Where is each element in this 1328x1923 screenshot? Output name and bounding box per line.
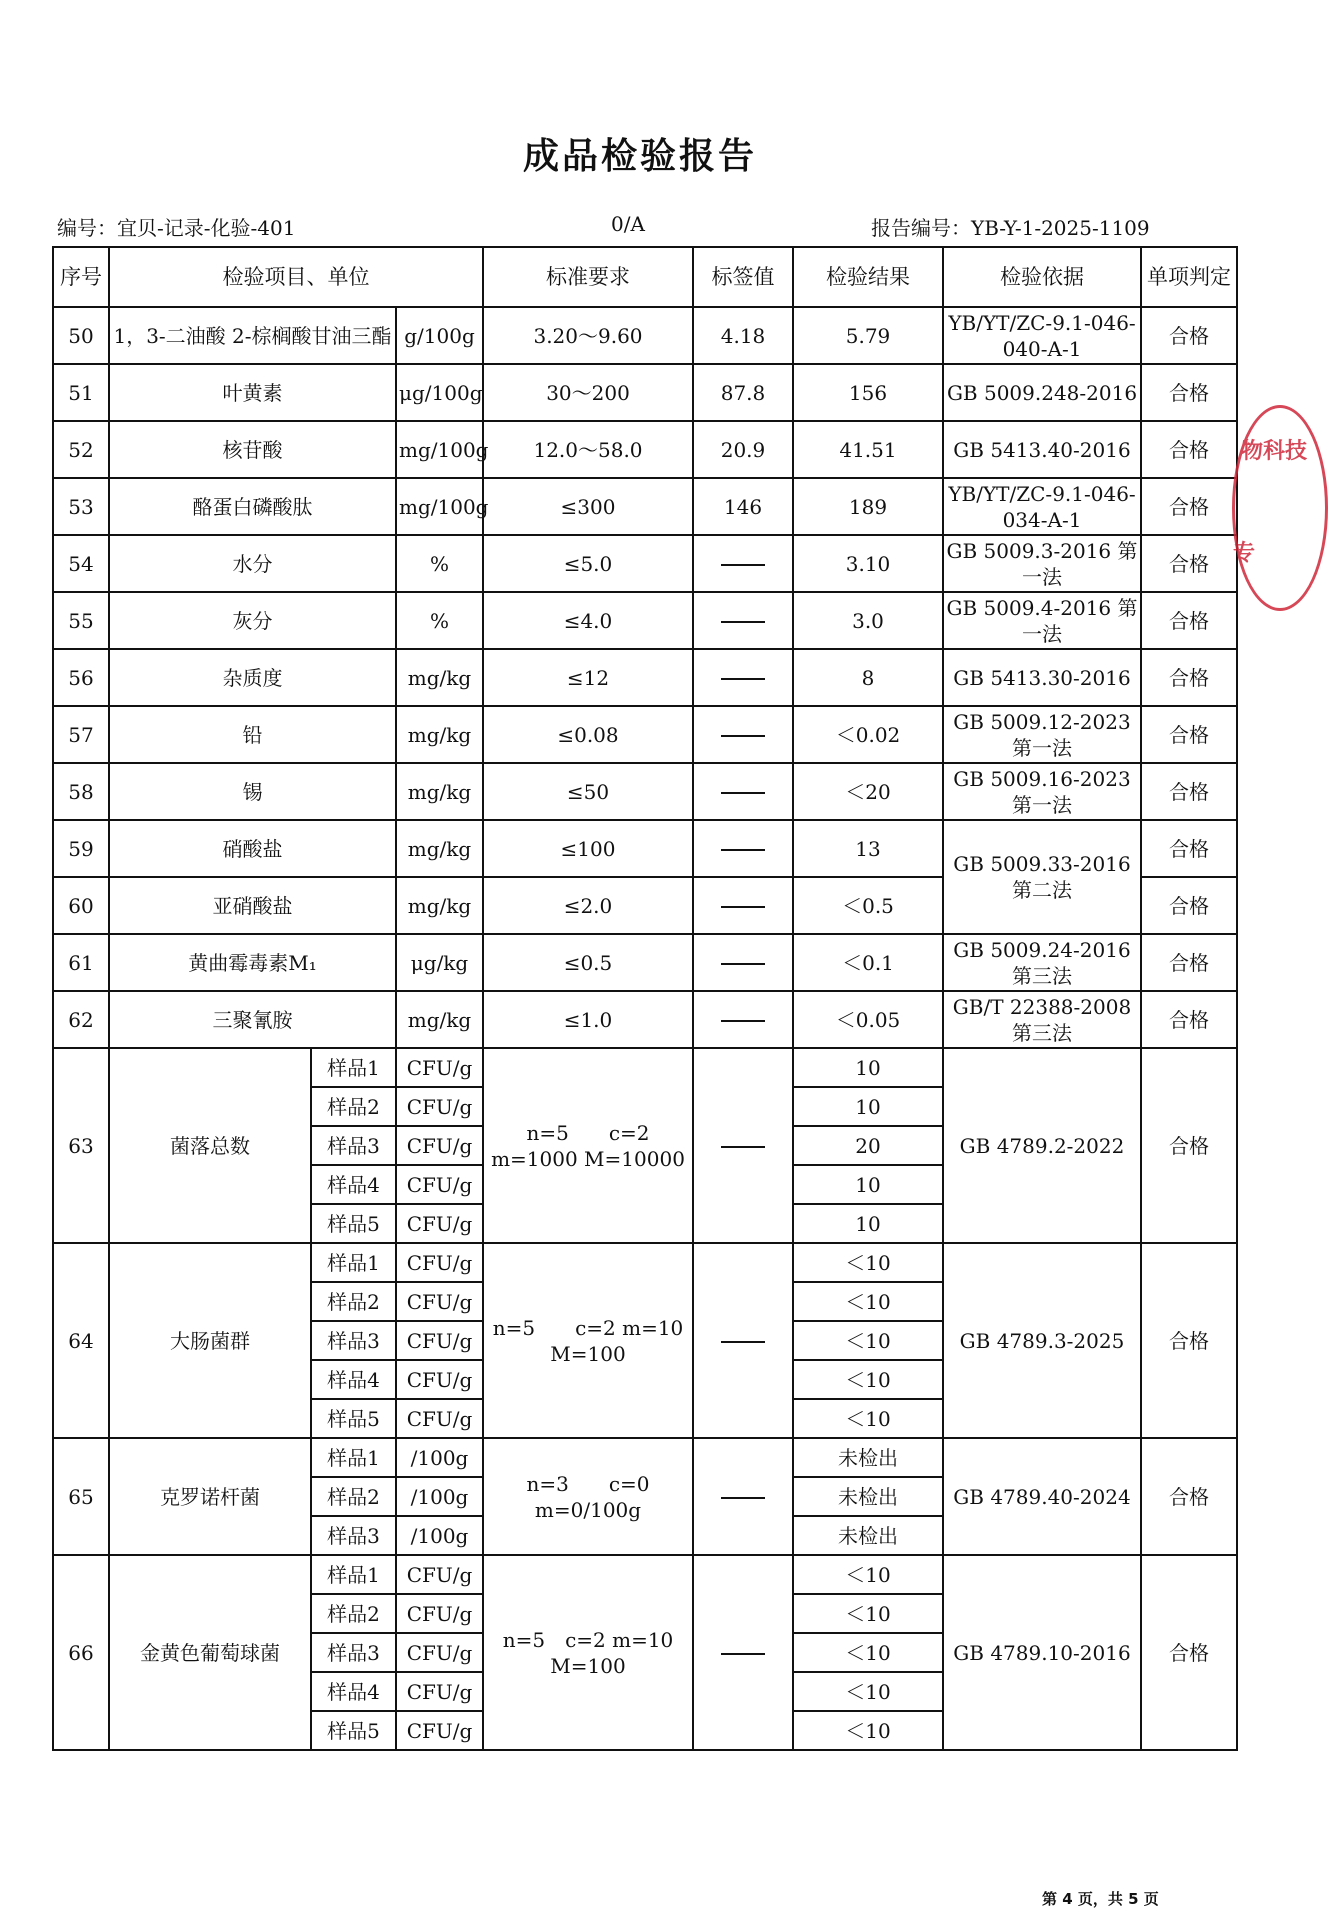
table-row	[53, 478, 1237, 535]
sample-result: 10	[793, 1204, 943, 1243]
test-result: 8	[793, 649, 943, 706]
header-label: 标签值	[693, 247, 793, 307]
row-number: 60	[53, 877, 109, 934]
test-result: 156	[793, 364, 943, 421]
table-row	[53, 421, 1237, 478]
sample-result: ＜10	[793, 1360, 943, 1399]
standard-requirement: ≤5.0	[483, 535, 693, 592]
sample-unit: CFU/g	[396, 1282, 483, 1321]
label-value	[693, 877, 793, 934]
sample-name: 样品3	[311, 1633, 396, 1672]
test-result: 3.0	[793, 592, 943, 649]
sample-name: 样品1	[311, 1438, 396, 1477]
dash-mark	[721, 735, 765, 737]
unit: μg/kg	[396, 934, 483, 991]
test-item: 克罗诺杆菌	[109, 1438, 311, 1555]
page-footer: 第 4 页，共 5 页	[1042, 1890, 1159, 1908]
header-basis: 检验依据	[943, 247, 1141, 307]
table-row	[53, 934, 1237, 991]
row-number: 52	[53, 421, 109, 478]
row-number: 53	[53, 478, 109, 535]
dash-mark	[721, 906, 765, 908]
label-value: 20.9	[693, 421, 793, 478]
header-no: 序号	[53, 247, 109, 307]
version-label: 0/A	[611, 212, 645, 236]
test-basis: GB 5413.40-2016	[943, 421, 1141, 478]
judgement: 合格	[1141, 1438, 1237, 1555]
judgement: 合格	[1141, 934, 1237, 991]
label-value: 146	[693, 478, 793, 535]
unit: mg/kg	[396, 763, 483, 820]
sample-name: 样品2	[311, 1282, 396, 1321]
judgement: 合格	[1141, 535, 1237, 592]
unit: %	[396, 535, 483, 592]
standard-requirement: ≤0.5	[483, 934, 693, 991]
judgement: 合格	[1141, 649, 1237, 706]
unit: μg/100g	[396, 364, 483, 421]
row-number: 65	[53, 1438, 109, 1555]
test-item: 黄曲霉毒素M₁	[109, 934, 396, 991]
test-result: ＜0.02	[793, 706, 943, 763]
report-title: 成品检验报告	[522, 136, 757, 177]
label-value	[693, 649, 793, 706]
test-basis: GB 5413.30-2016	[943, 649, 1141, 706]
judgement: 合格	[1141, 421, 1237, 478]
test-basis: GB 5009.24-2016 第三法	[943, 934, 1141, 991]
test-basis: YB/YT/ZC-9.1-046-040-A-1	[943, 307, 1141, 364]
test-result: 41.51	[793, 421, 943, 478]
dash-mark	[721, 1020, 765, 1022]
header-item-unit: 检验项目、单位	[109, 247, 483, 307]
judgement: 合格	[1141, 877, 1237, 934]
row-number: 61	[53, 934, 109, 991]
sample-unit: CFU/g	[396, 1126, 483, 1165]
standard-requirement: 30～200	[483, 364, 693, 421]
judgement: 合格	[1141, 592, 1237, 649]
sample-unit: CFU/g	[396, 1672, 483, 1711]
sample-name: 样品3	[311, 1126, 396, 1165]
sample-name: 样品2	[311, 1087, 396, 1126]
standard-requirement: n=5 c=2 m=10 M=100	[483, 1243, 693, 1438]
table-row	[53, 1048, 1237, 1087]
test-basis: YB/YT/ZC-9.1-046-034-A-1	[943, 478, 1141, 535]
sample-name: 样品3	[311, 1321, 396, 1360]
sample-result: ＜10	[793, 1399, 943, 1438]
unit: mg/100g	[396, 478, 483, 535]
report-number: 报告编号：YB-Y-1-2025-1109	[871, 216, 1150, 240]
row-number: 51	[53, 364, 109, 421]
sample-result: 10	[793, 1087, 943, 1126]
row-number: 59	[53, 820, 109, 877]
sample-result: 10	[793, 1165, 943, 1204]
sample-name: 样品2	[311, 1594, 396, 1633]
sample-result: ＜10	[793, 1633, 943, 1672]
table-row	[53, 1243, 1237, 1282]
test-result: ＜0.05	[793, 991, 943, 1048]
label-value	[693, 991, 793, 1048]
sample-result: ＜10	[793, 1555, 943, 1594]
test-item: 叶黄素	[109, 364, 396, 421]
label-value	[693, 934, 793, 991]
test-item: 菌落总数	[109, 1048, 311, 1243]
row-number: 66	[53, 1555, 109, 1750]
judgement: 合格	[1141, 706, 1237, 763]
stamp-text-top: 物科技	[1241, 439, 1308, 464]
sample-unit: CFU/g	[396, 1321, 483, 1360]
standard-requirement: n=5 c=2 m=1000 M=10000	[483, 1048, 693, 1243]
row-number: 56	[53, 649, 109, 706]
standard-requirement: n=3 c=0 m=0/100g	[483, 1438, 693, 1555]
sample-name: 样品2	[311, 1477, 396, 1516]
standard-requirement: ≤0.08	[483, 706, 693, 763]
test-basis: GB 5009.33-2016 第二法	[943, 820, 1141, 934]
sample-unit: /100g	[396, 1477, 483, 1516]
sample-name: 样品5	[311, 1399, 396, 1438]
sample-result: ＜10	[793, 1282, 943, 1321]
label-value	[693, 1048, 793, 1243]
label-value	[693, 1243, 793, 1438]
label-value	[693, 706, 793, 763]
sample-unit: CFU/g	[396, 1204, 483, 1243]
sample-result: ＜10	[793, 1243, 943, 1282]
sample-result: 未检出	[793, 1477, 943, 1516]
dash-mark	[721, 1497, 765, 1499]
label-value	[693, 535, 793, 592]
dash-mark	[721, 564, 765, 566]
unit: mg/kg	[396, 991, 483, 1048]
sample-result: ＜10	[793, 1711, 943, 1750]
test-basis: GB 4789.40-2024	[943, 1438, 1141, 1555]
unit: %	[396, 592, 483, 649]
row-number: 54	[53, 535, 109, 592]
sample-name: 样品5	[311, 1204, 396, 1243]
row-number: 50	[53, 307, 109, 364]
test-item: 亚硝酸盐	[109, 877, 396, 934]
standard-requirement: n=5 c=2 m=10 M=100	[483, 1555, 693, 1750]
table-row	[53, 1555, 1237, 1594]
label-value	[693, 763, 793, 820]
test-basis: GB 4789.3-2025	[943, 1243, 1141, 1438]
inspection-table	[52, 246, 1238, 1751]
table-row	[53, 649, 1237, 706]
label-value	[693, 820, 793, 877]
sample-result: 10	[793, 1048, 943, 1087]
test-item: 杂质度	[109, 649, 396, 706]
dash-mark	[721, 1653, 765, 1655]
unit: g/100g	[396, 307, 483, 364]
sample-result: 20	[793, 1126, 943, 1165]
test-result: 13	[793, 820, 943, 877]
row-number: 64	[53, 1243, 109, 1438]
label-value: 87.8	[693, 364, 793, 421]
test-item: 铅	[109, 706, 396, 763]
record-number: 编号：宜贝-记录-化验-401	[57, 216, 296, 240]
sample-unit: CFU/g	[396, 1633, 483, 1672]
table-row	[53, 820, 1237, 877]
standard-requirement: ≤50	[483, 763, 693, 820]
test-item: 硝酸盐	[109, 820, 396, 877]
sample-name: 样品3	[311, 1516, 396, 1555]
table-row	[53, 592, 1237, 649]
judgement: 合格	[1141, 991, 1237, 1048]
judgement: 合格	[1141, 1048, 1237, 1243]
header-standard: 标准要求	[483, 247, 693, 307]
test-result: ＜0.1	[793, 934, 943, 991]
standard-requirement: ≤300	[483, 478, 693, 535]
sample-result: ＜10	[793, 1594, 943, 1633]
sample-result: 未检出	[793, 1438, 943, 1477]
sample-unit: CFU/g	[396, 1711, 483, 1750]
standard-requirement: 12.0～58.0	[483, 421, 693, 478]
test-basis: GB 5009.248-2016	[943, 364, 1141, 421]
dash-mark	[721, 621, 765, 623]
row-number: 57	[53, 706, 109, 763]
test-item: 三聚氰胺	[109, 991, 396, 1048]
inspection-table-container	[52, 246, 1236, 1751]
standard-requirement: 3.20～9.60	[483, 307, 693, 364]
sample-unit: CFU/g	[396, 1165, 483, 1204]
unit: mg/100g	[396, 421, 483, 478]
table-row	[53, 535, 1237, 592]
label-value	[693, 1555, 793, 1750]
sample-result: ＜10	[793, 1321, 943, 1360]
table-row	[53, 763, 1237, 820]
sample-unit: /100g	[396, 1438, 483, 1477]
sample-result: ＜10	[793, 1672, 943, 1711]
standard-requirement: ≤12	[483, 649, 693, 706]
judgement: 合格	[1141, 364, 1237, 421]
sample-name: 样品4	[311, 1360, 396, 1399]
sample-unit: CFU/g	[396, 1399, 483, 1438]
dash-mark	[721, 1341, 765, 1343]
sample-unit: CFU/g	[396, 1360, 483, 1399]
test-basis: GB 5009.16-2023 第一法	[943, 763, 1141, 820]
table-row	[53, 991, 1237, 1048]
dash-mark	[721, 792, 765, 794]
sample-result: 未检出	[793, 1516, 943, 1555]
test-basis: GB 4789.2-2022	[943, 1048, 1141, 1243]
table-row	[53, 307, 1237, 364]
sample-unit: /100g	[396, 1516, 483, 1555]
standard-requirement: ≤1.0	[483, 991, 693, 1048]
sample-name: 样品5	[311, 1711, 396, 1750]
test-item: 锡	[109, 763, 396, 820]
row-number: 62	[53, 991, 109, 1048]
test-item: 大肠菌群	[109, 1243, 311, 1438]
test-item: 水分	[109, 535, 396, 592]
test-basis: GB/T 22388-2008 第三法	[943, 991, 1141, 1048]
label-value: 4.18	[693, 307, 793, 364]
test-item: 金黄色葡萄球菌	[109, 1555, 311, 1750]
red-seal-stamp	[1232, 405, 1328, 611]
dash-mark	[721, 678, 765, 680]
standard-requirement: ≤100	[483, 820, 693, 877]
test-item: 灰分	[109, 592, 396, 649]
test-result: ＜0.5	[793, 877, 943, 934]
sample-unit: CFU/g	[396, 1048, 483, 1087]
dash-mark	[721, 963, 765, 965]
table-row	[53, 364, 1237, 421]
test-basis: GB 4789.10-2016	[943, 1555, 1141, 1750]
unit: mg/kg	[396, 820, 483, 877]
sample-name: 样品4	[311, 1165, 396, 1204]
row-number: 63	[53, 1048, 109, 1243]
standard-requirement: ≤2.0	[483, 877, 693, 934]
judgement: 合格	[1141, 763, 1237, 820]
test-item: 核苷酸	[109, 421, 396, 478]
test-basis: GB 5009.3-2016 第一法	[943, 535, 1141, 592]
sample-name: 样品1	[311, 1243, 396, 1282]
judgement: 合格	[1141, 1243, 1237, 1438]
header-result: 检验结果	[793, 247, 943, 307]
judgement: 合格	[1141, 820, 1237, 877]
dash-mark	[721, 849, 765, 851]
unit: mg/kg	[396, 706, 483, 763]
row-number: 55	[53, 592, 109, 649]
header-judgement: 单项判定	[1141, 247, 1237, 307]
test-result: 3.10	[793, 535, 943, 592]
table-row	[53, 1438, 1237, 1477]
test-item: 1，3-二油酸 2-棕榈酸甘油三酯	[109, 307, 396, 364]
sample-unit: CFU/g	[396, 1243, 483, 1282]
test-result: ＜20	[793, 763, 943, 820]
sample-name: 样品4	[311, 1672, 396, 1711]
sample-unit: CFU/g	[396, 1594, 483, 1633]
dash-mark	[721, 1146, 765, 1148]
table-row	[53, 706, 1237, 763]
label-value	[693, 1438, 793, 1555]
unit: mg/kg	[396, 649, 483, 706]
label-value	[693, 592, 793, 649]
sample-unit: CFU/g	[396, 1555, 483, 1594]
sample-name: 样品1	[311, 1048, 396, 1087]
test-basis: GB 5009.12-2023 第一法	[943, 706, 1141, 763]
row-number: 58	[53, 763, 109, 820]
stamp-text-bottom: 专	[1233, 541, 1256, 566]
test-basis: GB 5009.4-2016 第一法	[943, 592, 1141, 649]
test-result: 189	[793, 478, 943, 535]
judgement: 合格	[1141, 307, 1237, 364]
standard-requirement: ≤4.0	[483, 592, 693, 649]
test-item: 酪蛋白磷酸肽	[109, 478, 396, 535]
test-result: 5.79	[793, 307, 943, 364]
sample-unit: CFU/g	[396, 1087, 483, 1126]
sample-name: 样品1	[311, 1555, 396, 1594]
unit: mg/kg	[396, 877, 483, 934]
judgement: 合格	[1141, 478, 1237, 535]
judgement: 合格	[1141, 1555, 1237, 1750]
